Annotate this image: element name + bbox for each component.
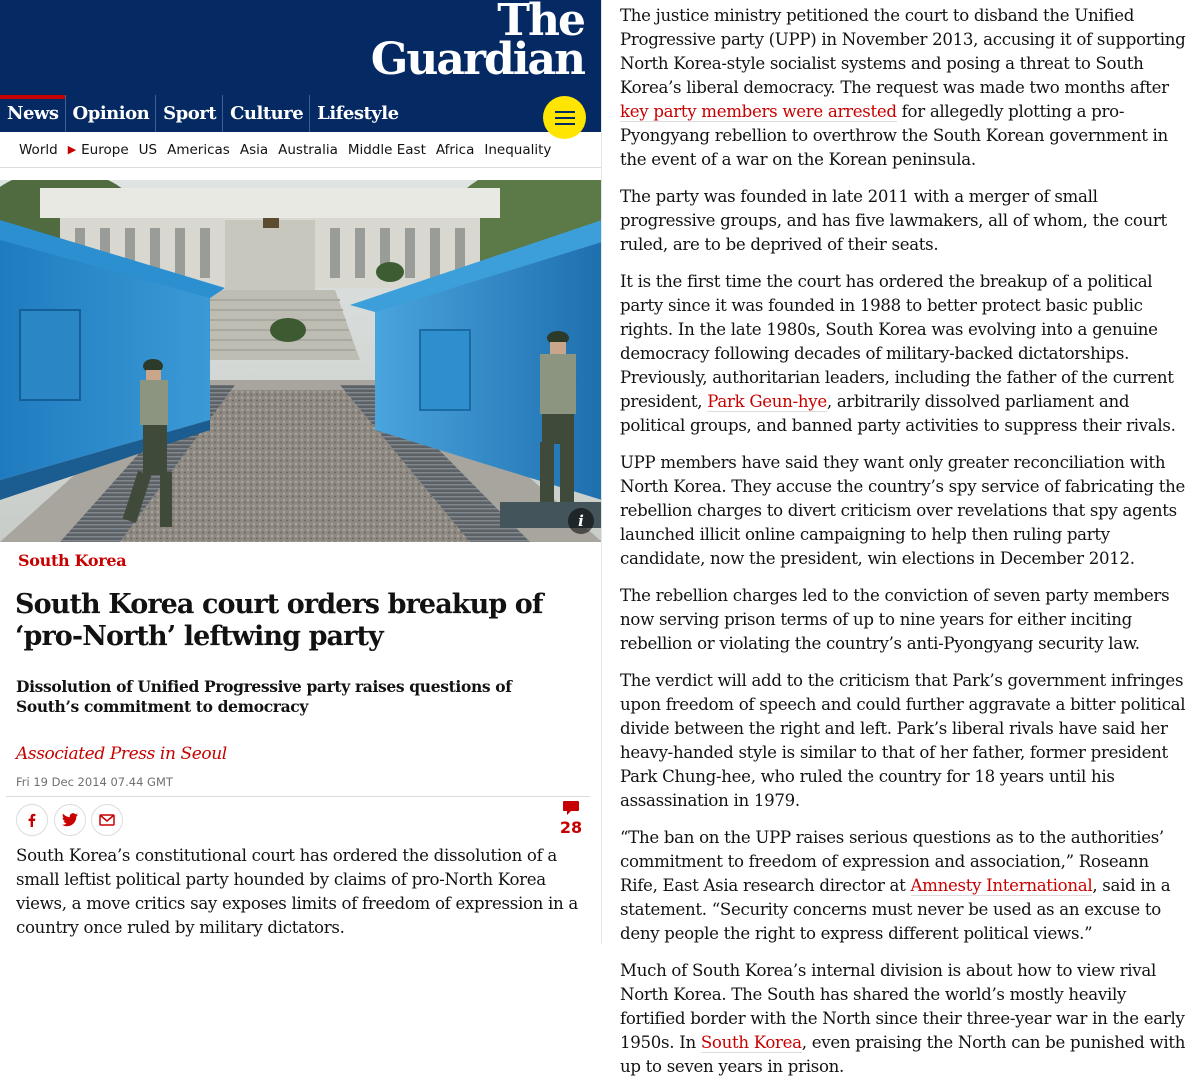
inline-link-arrests[interactable]: key party members were arrested [620,102,897,121]
menu-button[interactable] [543,96,586,139]
inline-link-amnesty[interactable]: Amnesty International [910,876,1093,895]
body-paragraph: It is the first time the court has ordered the breakup of a political party since it was founded in 1988 to better protect basic public rights. In the late 1980s, South Korea was evolving into a genuine democracy following decades of military-backed dictatorships. Previously, authoritarian leaders, including the father of the current president, Park Geun-hye, arbitrarily dissolved parliament and political groups, and banned party activities to suppress their rivals. [620,272,1176,435]
body-paragraph: Much of South Korea’s internal division is about how to view rival North Korea. The South has shared the world’s mostly heavily fortified border with the North since their three-year war in the early 1950s. In South Korea, even praising the North can be punished with up to seven years in prison. [620,961,1186,1076]
email-icon [99,814,115,826]
hamburger-icon [555,111,575,113]
article-body [620,4,1190,1084]
nav-news[interactable]: News [0,95,66,132]
byline[interactable]: Associated Press in Seoul [16,744,227,764]
subnav-africa[interactable]: Africa [435,141,475,158]
subnav-europe[interactable]: ▶ Europe [67,141,129,158]
subnav-asia[interactable]: Asia [239,141,269,158]
logo-line-2: Guardian [370,33,584,85]
subnav-inequality[interactable]: Inequality [484,141,552,158]
section-label[interactable]: South Korea [18,551,127,570]
subnav-australia[interactable]: Australia [278,141,338,158]
body-paragraph: The justice ministry petitioned the court to disband the Unified Progressive party (UPP) in November 2013, accusing it of supporting North Korea-style socialist systems and posing a threat to South Korea’s liberal democracy. The request was made two months after key party members were arrested for allegedly plotting a pro-Pyongyang rebellion to overthrow the South Korean government in the event of a war on the Korean peninsula. [620,6,1186,169]
sub-nav [0,132,602,168]
body-paragraph: “The ban on the UPP raises serious questions as to the authorities’ commitment to freedom of expression and association,” Roseann Rife, East Asia research director at Amnesty International, said in a statement. “Security concerns must never be used as an excuse to deny people the right to express different political views.” [620,828,1171,943]
hero-photo [0,180,602,542]
inline-link-park-geun-hye[interactable]: Park Geun-hye [707,392,827,411]
twitter-icon [62,813,78,827]
subnav-americas[interactable]: Americas [167,141,230,158]
inline-link-south-korea[interactable]: South Korea [700,1033,802,1052]
lead-paragraph: South Korea’s constitutional court has ordered the dissolution of a small leftist political party hounded by claims of pro-North Korea views, a move critics say exposes limits of freedom of expression in a country once ruled by military dictators. [16,846,578,937]
masthead [0,0,602,95]
body-paragraph: The rebellion charges led to the conviction of seven party members now serving prison terms of up to nine years for either inciting rebellion or violating the country’s anti-Pyongyang security law. [620,586,1170,653]
subnav-us[interactable]: US [138,141,158,158]
guardian-logo[interactable] [370,0,584,85]
image-info-button[interactable]: i [568,508,594,534]
subnav-middle-east[interactable]: Middle East [347,141,426,158]
nav-sport[interactable]: Sport [156,95,223,132]
headline: South Korea court orders breakup of ‘pro-North’ leftwing party [15,589,543,652]
comments-link[interactable] [553,800,589,837]
body-paragraph: UPP members have said they want only greater reconciliation with North Korea. They accuse the country’s spy service of fabricating the rebellion charges to divert criticism over revelations that spy agents launched illicit online campaigning to help then ruling party candidate, now the president, win elections in December 2012. [620,453,1186,568]
logo-line-1: The [497,0,584,46]
subnav-world[interactable]: World [19,141,58,158]
twitter-share-button[interactable] [54,804,86,836]
facebook-share-button[interactable] [16,804,48,836]
body-paragraph: The verdict will add to the criticism that Park’s government infringes upon freedom of speech and could further aggravate a bitter political divide between the right and left. Park’s liberal rivals have said her heavy-handed style is similar to that of her father, former president Park Chung-hee, who ruled the country for 18 years until his assassination in 1979. [620,671,1186,810]
divider [6,796,590,797]
nav-lifestyle[interactable]: Lifestyle [317,103,399,124]
facebook-icon [25,813,39,827]
hero-image [0,180,602,542]
dateline: Fri 19 Dec 2014 07.44 GMT [16,775,173,789]
nav-culture[interactable]: Culture [223,95,310,132]
pillar-nav [0,95,602,132]
body-paragraph: The party was founded in late 2011 with a merger of small progressive groups, and has five lawmakers, all of whom, the court ruled, are to be deprived of their seats. [620,187,1167,254]
column-divider [601,0,602,944]
comment-icon [563,801,579,815]
standfirst: Dissolution of Unified Progressive party raises questions of South’s commitment to democracy [16,677,512,716]
triangle-right-icon: ▶ [67,143,77,156]
email-share-button[interactable] [91,804,123,836]
comments-count: 28 [559,818,583,837]
nav-opinion[interactable]: Opinion [66,95,157,132]
